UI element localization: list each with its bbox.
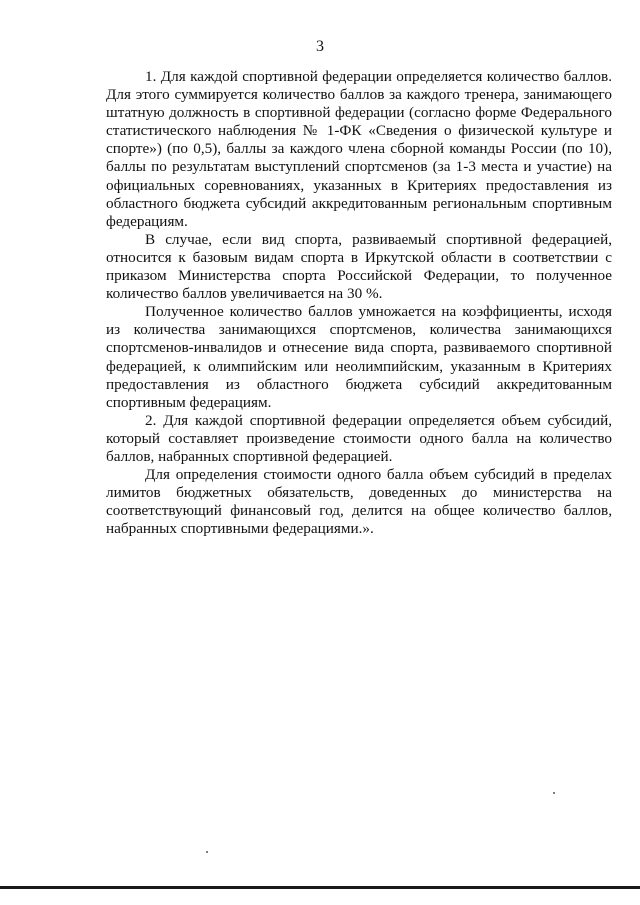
paragraph-2: В случае, если вид спорта, развиваемый спортивной федерацией, относится к базовым видам спорта в Иркутской области в соответствии с приказом Министерства спорта Российской Федерации, то полученное количество баллов увеличивается на 30 %. — [106, 230, 612, 303]
page-number: 3 — [316, 38, 324, 55]
paragraph-5: Для определения стоимости одного балла объем субсидий в пределах лимитов бюджетных обязательств, доведенных до министерства на соответствующий финансовый год, делится на общее количество баллов, набранных спортивными федерациями.». — [106, 466, 612, 538]
paragraph-4: 2. Для каждой спортивной федерации определяется объем субсидий, который составляет произведение стоимости одного балла на количество баллов, набранных спортивной федерацией. — [106, 411, 612, 465]
paragraph-3: Полученное количество баллов умножается на коэффициенты, исходя из количества занимающихся спортсменов, количества занимающихся спортсменов-инвалидов и отнесение вида спорта, развиваемого спортивной федерацией, к олимпийским или неолимпийским, указанным в Критериях предоставления из областного бюджета субсидий аккредитованным спортивным федерациям. — [106, 303, 612, 411]
paragraph-1: 1. Для каждой спортивной федерации определяется количество баллов. Для этого суммируется количество баллов за каждого тренера, занимающего штатную должность в спортивной федерации (согласно форме Федерального статистического наблюдения № 1-ФК «Сведения о физической культуре и спорте») (по 0,5), баллы за каждого члена сборной команды России (по 10), баллы по результатам выступлений спортсменов (за 1-3 места и участие) на официальных соревнованиях, указанных в Критериях предоставления из областного бюджета субсидий аккредитованным региональным спортивным федерациям. — [106, 68, 612, 230]
scan-speck — [206, 851, 208, 853]
scan-speck — [553, 792, 555, 794]
document-body — [106, 68, 612, 538]
scan-bottom-edge — [0, 886, 640, 889]
